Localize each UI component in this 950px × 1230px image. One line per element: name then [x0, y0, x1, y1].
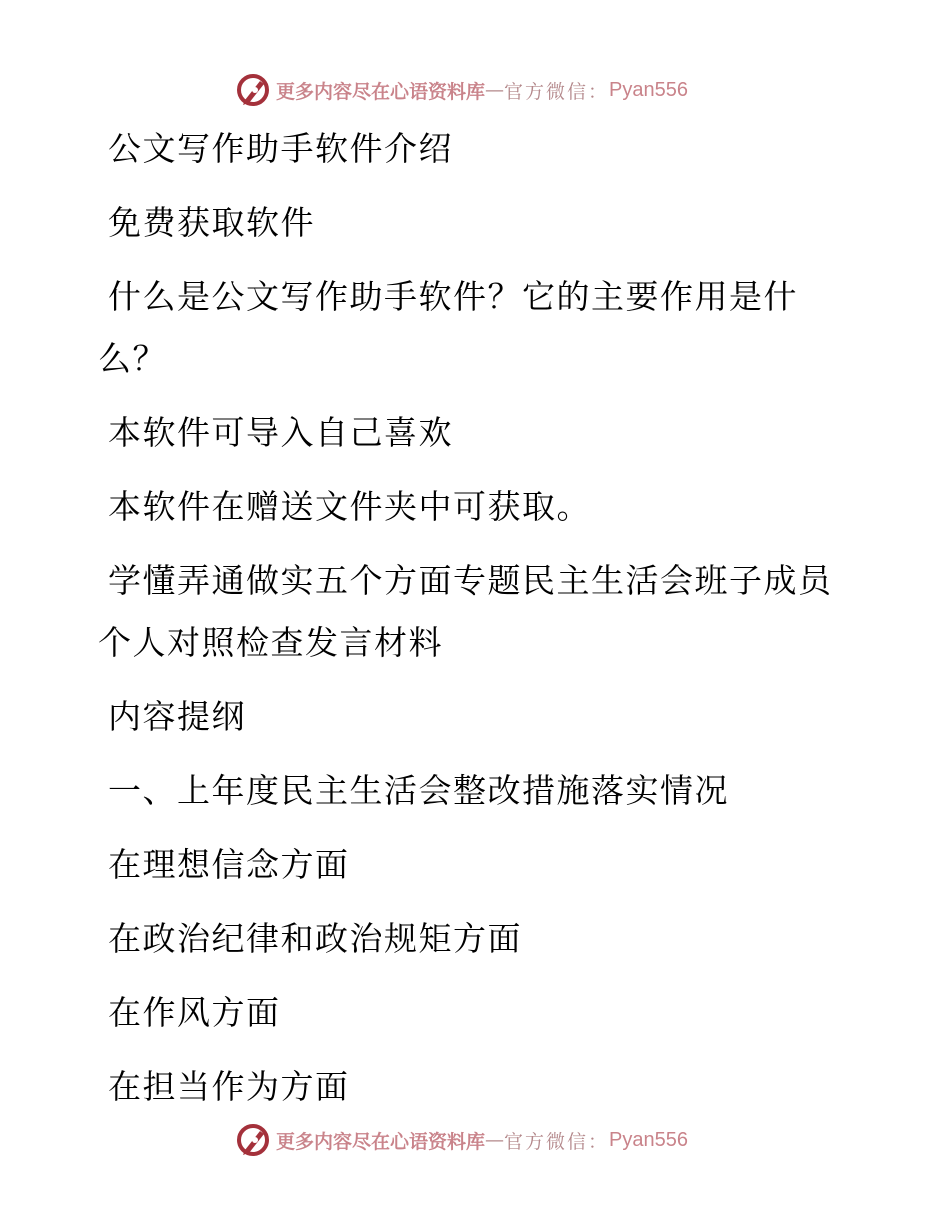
paragraph-line: 在理想信念方面 [108, 845, 350, 884]
paragraph-line: 在政治纪律和政治规矩方面 [108, 919, 522, 958]
banner-wechat-id: Pyan556 [609, 1128, 688, 1151]
banner-promo-text: 更多内容尽在心语资料库 [276, 1130, 486, 1153]
paragraph-line: 学懂弄通做实五个方面专题民主生活会班子成员 [108, 561, 833, 600]
paragraph-line: 免费获取软件 [108, 203, 315, 242]
banner-dash: — [485, 1129, 505, 1151]
document-paragraph [98, 908, 858, 970]
document-paragraph [98, 686, 858, 748]
paragraph-line: 么？ [98, 339, 167, 378]
banner-wechat-label: 官方微信： [504, 1130, 610, 1153]
banner-wechat-label: 官方微信： [504, 80, 610, 103]
banner-promo-text: 更多内容尽在心语资料库 [276, 80, 486, 103]
paragraph-line: 在担当作为方面 [108, 1067, 350, 1106]
header-banner [236, 72, 688, 108]
document-paragraph [98, 266, 858, 390]
document-paragraph [98, 834, 858, 896]
pen-logo-icon [236, 73, 270, 107]
document-paragraph [98, 760, 858, 822]
document-paragraph [98, 550, 858, 674]
document-paragraph [98, 192, 858, 254]
banner-wechat-id: Pyan556 [609, 78, 688, 101]
paragraph-line: 一、上年度民主生活会整改措施落实情况 [108, 771, 729, 810]
document-paragraph [98, 982, 858, 1044]
pen-logo-icon [236, 1123, 270, 1157]
paragraph-line: 本软件可导入自己喜欢 [108, 413, 453, 452]
paragraph-line: 个人对照检查发言材料 [98, 623, 443, 662]
footer-banner [236, 1122, 688, 1158]
document-paragraph [98, 402, 858, 464]
paragraph-line: 本软件在赠送文件夹中可获取。 [108, 487, 591, 526]
paragraph-line: 内容提纲 [108, 697, 246, 736]
banner-dash: — [485, 79, 505, 101]
document-paragraph [98, 1056, 858, 1118]
document-paragraph [98, 476, 858, 538]
paragraph-line: 什么是公文写作助手软件？它的主要作用是什 [108, 277, 798, 316]
document-paragraph [98, 118, 858, 180]
document-body [98, 118, 858, 1130]
paragraph-line: 在作风方面 [108, 993, 281, 1032]
paragraph-line: 公文写作助手软件介绍 [108, 129, 453, 168]
